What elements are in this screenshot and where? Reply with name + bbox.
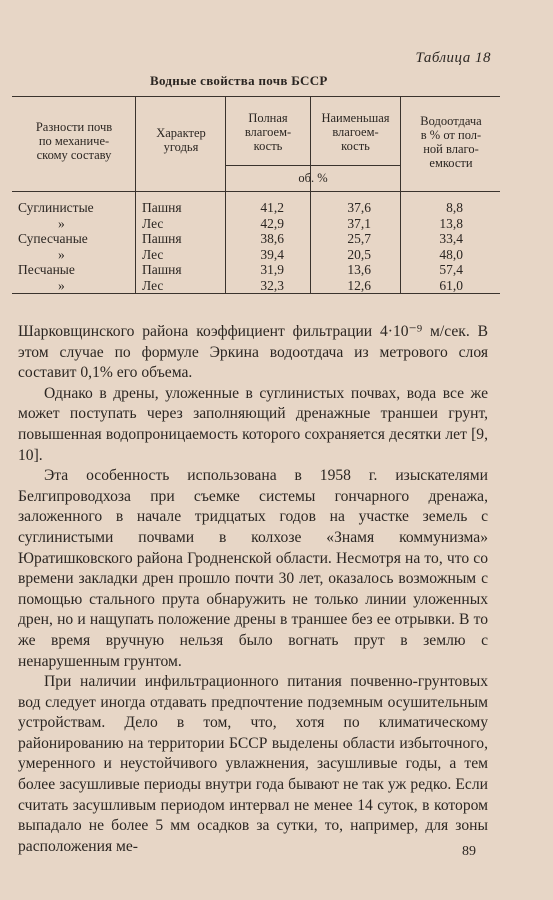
table-cell-land: Лес (142, 215, 164, 231)
table-cell-least: 25,7 (347, 231, 371, 246)
table-number: Таблица 18 (415, 50, 491, 66)
table-title: Водные свойства почв БССР (150, 73, 328, 88)
table-cell-least: 20,5 (347, 246, 371, 262)
table-cell-land: Пашня (142, 200, 182, 215)
table-cell-yield: 13,8 (439, 215, 463, 231)
table-cell-yield: 61,0 (439, 277, 463, 293)
table-cell-full: 31,9 (260, 262, 284, 277)
table-unit-rule (225, 165, 400, 166)
table-cell-soil: Песчаные (18, 262, 75, 277)
table-cell-land: Лес (142, 246, 164, 262)
table-cell-soil: » (58, 246, 65, 262)
table-cell-least: 37,6 (347, 200, 371, 215)
table-col-divider-1 (135, 96, 136, 293)
table-cell-land: Пашня (142, 262, 182, 277)
paragraph: При наличии инфильтрационного питания почвенно-грунтовых вод следует иногда отдавать предпочтение подземным осушительным устройствам. Дело в том, что, хотя по климатическому районированию на территории БССР выделены области избыточного, умеренного и неустойчивого увлажнения, засушливые годы, а тем более засушливые периоды внутри года бывают не так уж редко. Если считать засушливым периодом интервал не менее 14 суток, в котором выпадало не более 5 мм осадков за сутки, то, например, для зоны расположения ме- (18, 673, 488, 855)
paragraph: Эта особенность использована в 1958 г. изыскателями Белгипроводхоза при съемке системы гончарного дренажа, заложенного в начале тридцатых годов на участке земель с суглинистыми почвами в колхозе «Знамя коммунизма» Юратишковского района Гродненской области. Несмотря на то, что со времени закладки дрен прошло почти 30 лет, оказалось возможным с помощью стального прута обнаружить не только линии уложенных дрен, но и нащупать положение дрены в траншее без ее отрывки. В то же время вручную нельзя было вогнать прут в землю с ненарушенным грунтом. (18, 467, 488, 670)
table-cell-full: 39,4 (260, 246, 284, 262)
paragraph: Однако в дрены, уложенные в суглинистых почвах, вода все же может поступать через заполняющий дренажные траншеи грунт, повышенная водопроницаемость которого сохраняется десятки лет [9, 10]. (18, 384, 488, 464)
body-text (18, 322, 488, 857)
page-number: 89 (462, 844, 476, 859)
table-cell-land: Лес (142, 277, 164, 293)
table-header-rule (12, 191, 500, 192)
table-cell-yield: 33,4 (439, 231, 463, 246)
header-water-yield: Водоотдача в % от пол- ной влаго- емкости (420, 114, 482, 170)
header-soil-type: Разности почв по механиче- скому составу (35, 120, 113, 162)
table-cell-least: 13,6 (347, 262, 371, 277)
table-cell-full: 32,3 (260, 277, 284, 293)
paragraph: Шарковщинского района коэффициент фильтрации 4·10⁻⁹ м/сек. В этом случае по формуле Эркина водоотдача из метрового слоя составит 0,1% его объема. (18, 323, 488, 382)
table-cell-soil: Супесчаные (18, 231, 88, 246)
table-cell-yield: 48,0 (439, 246, 463, 262)
header-land-type: Характер угодья (156, 126, 206, 154)
table-cell-yield: 57,4 (439, 262, 463, 277)
header-full-capacity: Полная влагоем- кость (244, 111, 292, 153)
table-cell-full: 38,6 (260, 231, 284, 246)
table-cell-soil: » (58, 277, 65, 293)
table-top-rule (12, 96, 500, 97)
header-least-capacity: Наименьшая влагоем- кость (321, 111, 390, 153)
table-cell-land: Пашня (142, 231, 182, 246)
table-cell-soil: Суглинистые (18, 200, 94, 215)
table-cell-full: 42,9 (260, 215, 284, 231)
table-cell-full: 41,2 (260, 200, 284, 215)
table-cell-yield: 8,8 (446, 200, 463, 215)
table-cell-least: 37,1 (347, 215, 371, 231)
header-unit: об. % (298, 171, 328, 185)
table-cell-soil: » (58, 215, 65, 231)
table-cell-least: 12,6 (347, 277, 371, 293)
